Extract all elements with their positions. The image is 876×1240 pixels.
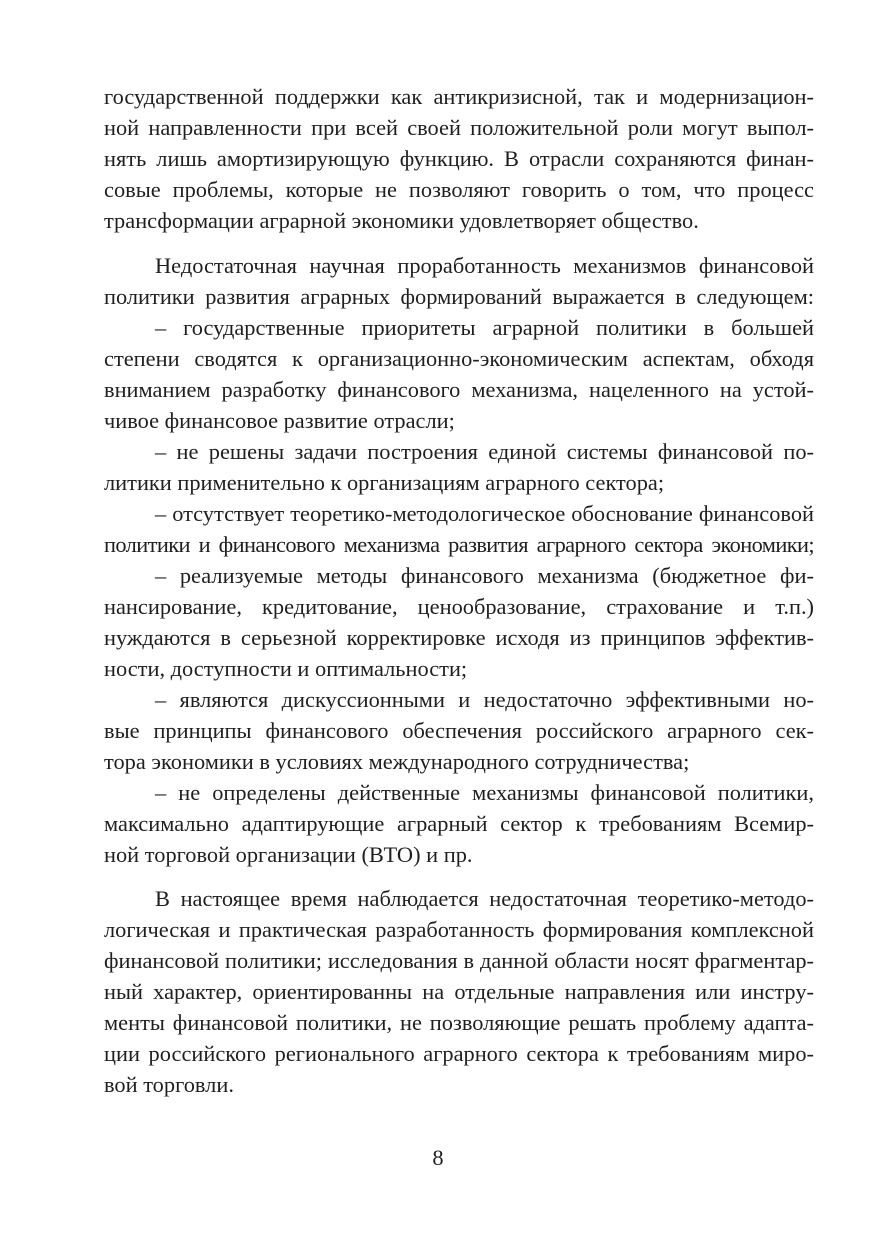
list-item-line: – реализуемые методы финансового механизма (бюджетное фи-	[155, 563, 814, 588]
list-item-line: вниманием разработку финансового механизма, нацеленного на устой-	[104, 377, 814, 402]
text-line: трансформации аграрной экономики удовлетворяет общество.	[104, 208, 699, 233]
text-line: политики развития аграрных формирований выражается в следующем:	[104, 284, 814, 309]
text-line: финансовой политики; исследования в данной области носят фрагментар-	[104, 948, 814, 973]
list-item-line: нуждаются в серьезной корректировке исходя из принципов эффектив-	[104, 625, 814, 650]
list-item-line: – не определены действенные механизмы финансовой политики,	[155, 780, 814, 805]
text-line: менты финансовой политики, не позволяющие решать проблему адапта-	[104, 1010, 814, 1035]
list-item-line: вые принципы финансового обеспечения российского аграрного сек-	[104, 718, 814, 743]
text-line: ный характер, ориентированны на отдельные направления или инстру-	[104, 979, 814, 1004]
list-item-line: тора экономики в условиях международного сотрудничества;	[104, 749, 690, 774]
list-item-line: – являются дискуссионными и недостаточно эффективными но-	[155, 687, 814, 712]
text-line: логическая и практическая разработанность формирования комплексной	[104, 917, 814, 942]
page-number: 8	[432, 1145, 444, 1170]
list-item-line: политики и финансового механизма развития аграрного сектора экономики;	[104, 532, 814, 557]
text-line: ной направленности при всей своей положительной роли могут выпол-	[104, 115, 814, 140]
text-line: совые проблемы, которые не позволяют говорить о том, что процесс	[104, 177, 814, 202]
list-item-line: – не решены задачи построения единой системы финансовой по-	[155, 439, 814, 464]
text-line: нять лишь амортизирующую функцию. В отрасли сохраняются финан-	[104, 146, 814, 171]
text-line: государственной поддержки как антикризисной, так и модернизацион-	[104, 84, 814, 109]
list-item-line: ной торговой организации (ВТО) и пр.	[104, 842, 473, 867]
list-item-line: максимально адаптирующие аграрный сектор к требованиям Всемир-	[104, 811, 814, 836]
list-item-line: – государственные приоритеты аграрной политики в большей	[155, 315, 814, 340]
list-item-line: степени сводятся к организационно-экономическим аспектам, обходя	[104, 346, 814, 371]
list-item-line: нансирование, кредитование, ценообразование, страхование и т.п.)	[104, 594, 814, 619]
list-item-line: ности, доступности и оптимальности;	[104, 656, 468, 681]
list-item-line: литики применительно к организациям аграрного сектора;	[104, 470, 665, 495]
list-item-line: – отсутствует теоретико-методологическое обоснование финансовой	[155, 501, 814, 526]
text-line: Недостаточная научная проработанность механизмов финансовой	[155, 253, 814, 278]
list-item-line: чивое финансовое развитие отрасли;	[104, 408, 455, 433]
text-line: В настоящее время наблюдается недостаточная теоретико-методо-	[155, 886, 814, 911]
text-line: вой торговли.	[104, 1072, 234, 1097]
text-line: ции российского регионального аграрного сектора к требованиям миро-	[104, 1041, 814, 1066]
